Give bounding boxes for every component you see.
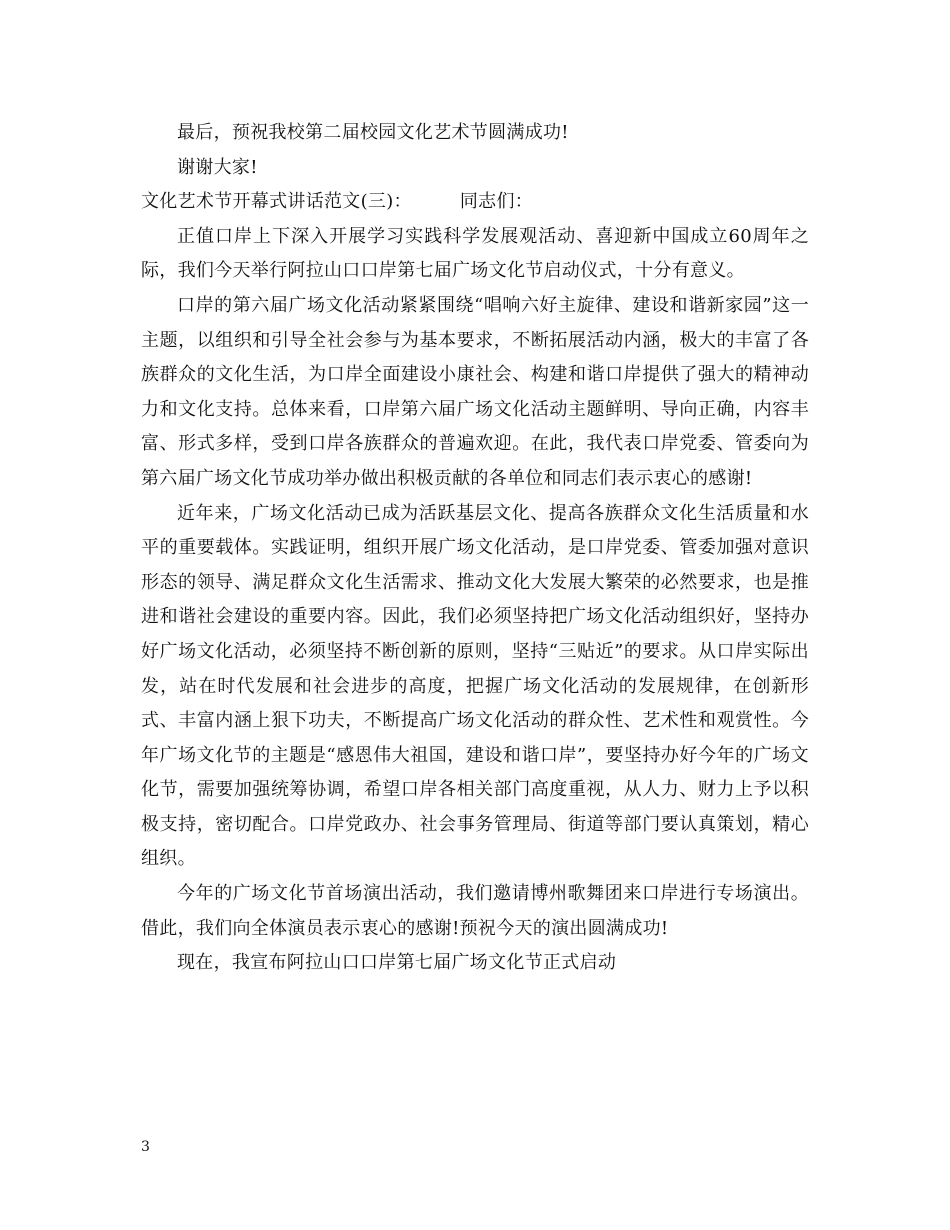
- salutation: 同志们：: [459, 191, 534, 213]
- paragraph-body-1: 正值口岸上下深入开展学习实践科学发展观活动、喜迎新中国成立60周年之际，我们今天举行阿拉山口口岸第七届广场文化节启动仪式，十分有意义。: [141, 225, 809, 282]
- paragraph-closing-wish: 最后，预祝我校第二届校园文化艺术节圆满成功!: [177, 122, 569, 143]
- paragraph-body-3: 近年来，广场文化活动已成为活跃基层文化、提高各族群众文化生活质量和水平的重要载体。实践证明，组织开展广场文化活动，是口岸党委、管委加强对意识形态的领导、满足群众文化生活需求、推动文化大发展大繁荣的必然要求，也是推进和谐社会建设的重要内容。因此，我们必须坚持把广场文化活动组织好，坚持办好广场文化活动，必须坚持不断创新的原则，坚持“三贴近”的要求。从口岸实际出发，站在时代发展和社会进步的高度，把握广场文化活动的发展规律，在创新形式、丰富内涵上狠下功夫，不断提高广场文化活动的群众性、艺术性和观赏性。今年广场文化节的主题是“感恩伟大祖国，建设和谐口岸”，要坚持办好今年的广场文化节，需要加强统筹协调，希望口岸各相关部门高度重视，从人力、财力上予以积极支持，密切配合。口岸党政办、社会事务管理局、街道等部门要认真策划，精心组织。: [141, 502, 809, 870]
- page-number: 3: [141, 1139, 150, 1155]
- section-heading: [141, 185, 809, 220]
- document-body: [141, 116, 809, 981]
- paragraph-body-5: 现在，我宣布阿拉山口口岸第七届广场文化节正式启动: [177, 952, 617, 974]
- paragraph-thanks: 谢谢大家!: [177, 156, 258, 178]
- paragraph-body-4: 今年的广场文化节首场演出活动，我们邀请博州歌舞团来口岸进行专场演出。借此，我们向全体演员表示衷心的感谢!预祝今天的演出圆满成功!: [141, 883, 809, 939]
- section-title: 文化艺术节开幕式讲话范文(三)：: [141, 191, 412, 213]
- paragraph-body-2: 口岸的第六届广场文化活动紧紧围绕“唱响六好主旋律、建设和谐新家园”这一主题，以组织和引导全社会参与为基本要求，不断拓展活动内涵，极大的丰富了各族群众的文化生活，为口岸全面建设小康社会、构建和谐口岸提供了强大的精神动力和文化支持。总体来看，口岸第六届广场文化活动主题鲜明、导向正确，内容丰富、形式多样，受到口岸各族群众的普遍欢迎。在此，我代表口岸党委、管委向为第六届广场文化节成功举办做出积极贡献的各单位和同志们表示衷心的感谢!: [141, 294, 809, 489]
